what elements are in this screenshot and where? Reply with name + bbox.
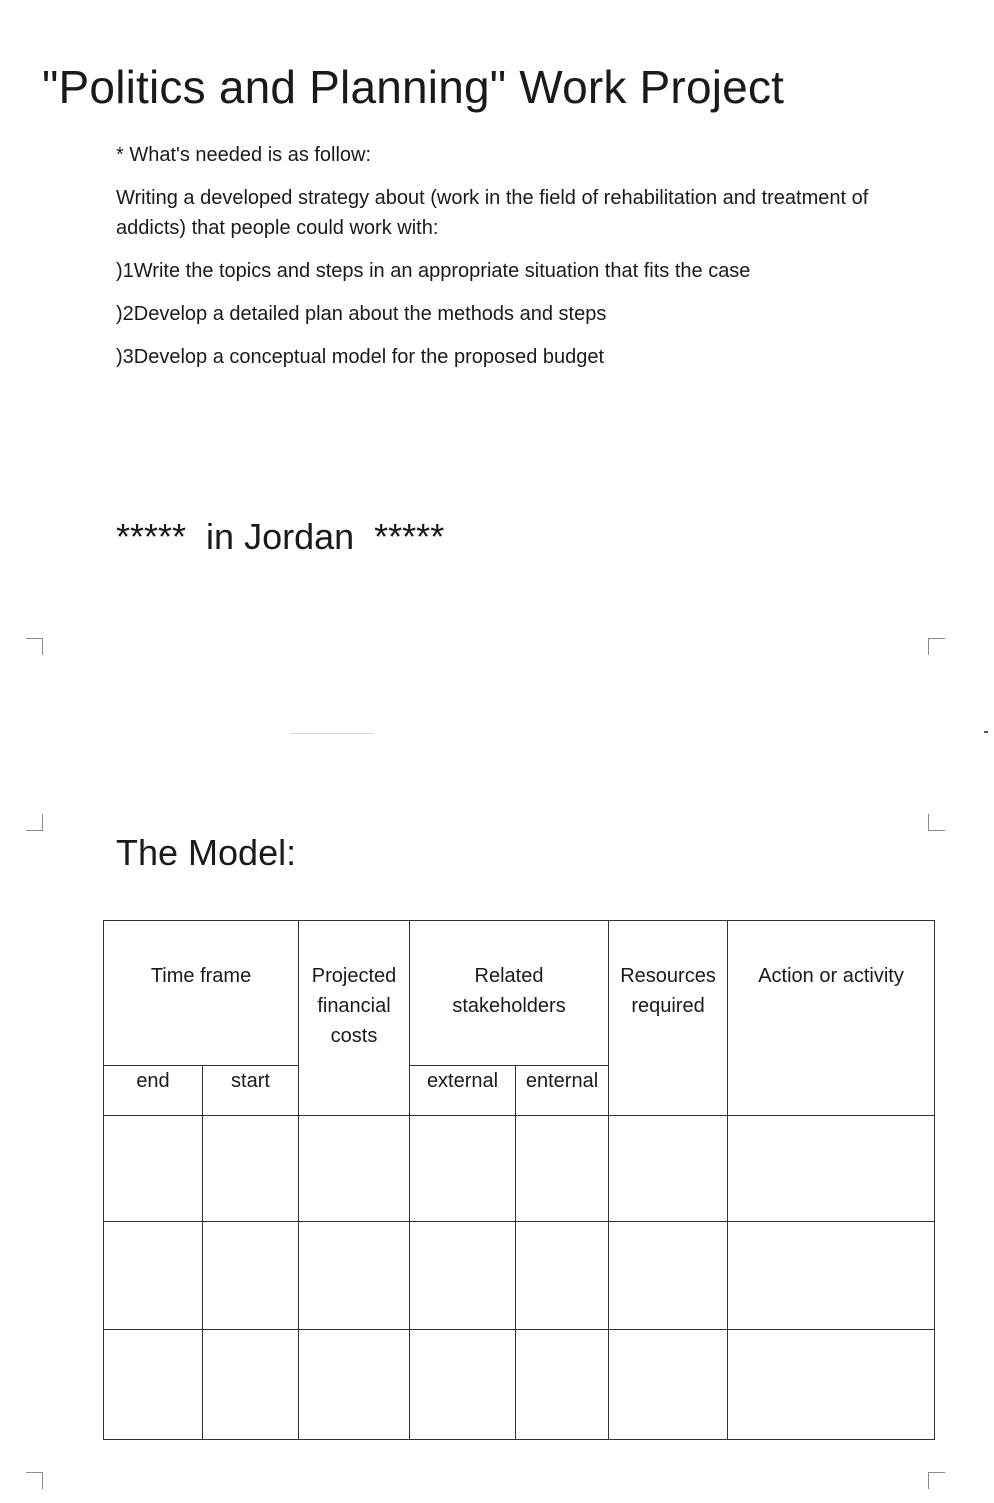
- table-cell[interactable]: [299, 1330, 410, 1440]
- table-cell[interactable]: [410, 1330, 516, 1440]
- page-corner-mark: [928, 638, 945, 655]
- header-related-stakeholders: Related stakeholders: [410, 921, 609, 1066]
- table-cell[interactable]: [609, 1116, 728, 1222]
- table-cell[interactable]: [203, 1330, 299, 1440]
- table-cell[interactable]: [516, 1222, 609, 1330]
- budget-model-table: [103, 920, 935, 1440]
- page-corner-mark: [26, 638, 43, 655]
- table-cell[interactable]: [609, 1330, 728, 1440]
- header-projected-costs: Projected financial costs: [299, 921, 410, 1116]
- margin-mark: [984, 731, 988, 733]
- table-cell[interactable]: [728, 1222, 935, 1330]
- table-cell[interactable]: [516, 1116, 609, 1222]
- table-row: [104, 1116, 935, 1222]
- step-1: )1Write the topics and steps in an appropriate situation that fits the case: [116, 260, 751, 282]
- subheader-external: external: [410, 1066, 516, 1116]
- page-corner-mark: [928, 1472, 945, 1489]
- header-action-or-activity: Action or activity: [728, 921, 935, 1116]
- subheader-enternal: enternal: [516, 1066, 609, 1116]
- table-cell[interactable]: [516, 1330, 609, 1440]
- table-cell[interactable]: [728, 1330, 935, 1440]
- header-resources-required: Resources required: [609, 921, 728, 1116]
- requirements-note: * What's needed is as follow:: [116, 144, 372, 166]
- table-cell[interactable]: [203, 1116, 299, 1222]
- header-time-frame: Time frame: [104, 921, 299, 1066]
- table-cell[interactable]: [410, 1222, 516, 1330]
- table-cell[interactable]: [299, 1222, 410, 1330]
- table-row: [104, 1330, 935, 1440]
- page-corner-mark: [928, 814, 945, 831]
- page-corner-mark: [26, 1472, 43, 1489]
- page-corner-mark: [26, 814, 43, 831]
- page-break-divider: [290, 733, 374, 734]
- table-cell[interactable]: [203, 1222, 299, 1330]
- table-cell[interactable]: [104, 1330, 203, 1440]
- jordan-line: ***** in Jordan *****: [116, 516, 445, 557]
- table-cell[interactable]: [728, 1116, 935, 1222]
- step-2: )2Develop a detailed plan about the methods and steps: [116, 303, 607, 325]
- table-cell[interactable]: [410, 1116, 516, 1222]
- subheader-start: start: [203, 1066, 299, 1116]
- model-heading: The Model:: [116, 832, 297, 873]
- step-3: )3Develop a conceptual model for the proposed budget: [116, 346, 605, 368]
- intro-paragraph: Writing a developed strategy about (work in the field of rehabilitation and treatment of addicts) that people could work with:: [116, 187, 869, 239]
- table-cell[interactable]: [299, 1116, 410, 1222]
- table-cell[interactable]: [104, 1222, 203, 1330]
- table-row: [104, 1222, 935, 1330]
- table-header-row: [104, 921, 935, 1066]
- table-cell[interactable]: [104, 1116, 203, 1222]
- table-cell[interactable]: [609, 1222, 728, 1330]
- document-title: "Politics and Planning" Work Project: [42, 61, 785, 113]
- subheader-end: end: [104, 1066, 203, 1116]
